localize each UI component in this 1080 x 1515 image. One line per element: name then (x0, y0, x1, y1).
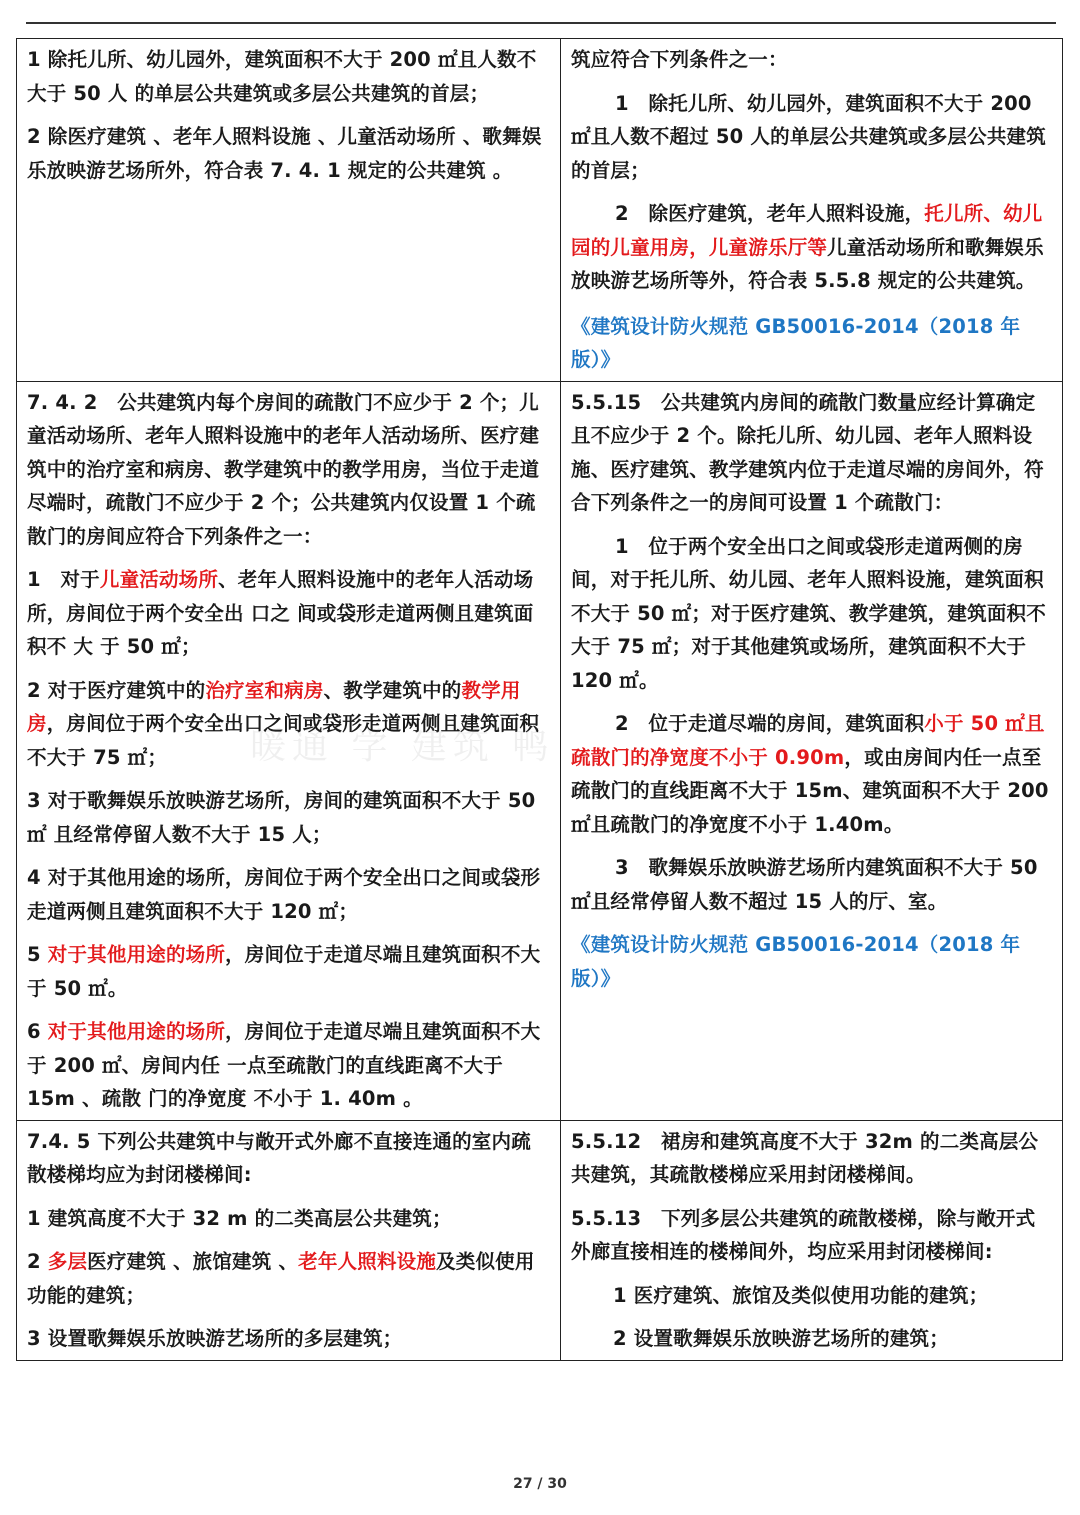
text-run: 2 位于走道尽端的房间，建筑面积 (615, 712, 925, 735)
highlight-text: 对于其他用途的场所 (47, 943, 226, 966)
clause-text (27, 563, 550, 664)
table-row (17, 381, 1063, 1120)
clause-text (27, 1245, 550, 1312)
highlight-text: 对于其他用途的场所 (47, 1020, 226, 1043)
right-cell (561, 39, 1063, 382)
left-cell (17, 39, 561, 382)
clause-text: 3 设置歌舞娱乐放映游艺场所的多层建筑； (27, 1327, 403, 1350)
clause-text: 5.5.12 裙房和建筑高度不大于 32m 的二类高层公共建筑，其疏散楼梯应采用封闭楼梯间。 (571, 1129, 1039, 1186)
comparison-table (16, 38, 1063, 1361)
text-run: 2 对于医疗建筑中的 (27, 678, 206, 702)
text-run: 及类似使用功能的建筑； (27, 1250, 535, 1307)
clause-text (27, 1015, 550, 1116)
clause-text: 1 医疗建筑、旅馆及类似使用功能的建筑； (613, 1283, 989, 1307)
text-run: 6 (27, 1020, 48, 1043)
clause-text: 7. 4. 2 公共建筑内每个房间的疏散门不应少于 2 个；儿童活动场所、老年人照料设施中的老年人活动场所、医疗建筑中的治疗室和病房、教学建筑中的教学用房，当位于走道尽端时，疏散门不应少于 2 个；公共建筑内仅设置 1 个疏散门的房间应符合下列条件之一： (27, 390, 540, 548)
text-run: ，房间位于走道尽端且建筑面积不大于 200 ㎡、房间内任 一点至疏散门的直线距离不大于 15m 、疏散 门的净宽度 不小于 1. 40m 。 (27, 1020, 541, 1110)
clause-text: 1 位于两个安全出口之间或袋形走道两侧的房间，对于托儿所、幼儿园、老年人照料设施，建筑面积不大于 50 ㎡；对于医疗建筑、教学建筑，建筑面积不大于 75 ㎡；对于其他建筑或场所，建筑面积不大于 120 ㎡。 (571, 534, 1046, 692)
text-run: 5 (27, 943, 48, 966)
clause-text: 5.5.15 公共建筑内房间的疏散门数量应经计算确定且不应少于 2 个。除托儿所、幼儿园、老年人照料设施、医疗建筑、教学建筑内位于走道尽端的房间外，符合下列条件之一的房间可设置 1 个疏散门： (571, 390, 1044, 514)
clause-text: 2 除医疗建筑 、老年人照料设施 、儿童活动场所 、歌舞娱乐放映游艺场所外，符合表 7. 4. 1 规定的公共建筑 。 (27, 125, 542, 182)
table-row (17, 1120, 1063, 1360)
text-run: ，或由房间内任一点至疏散门的直线距离不大于 15m、建筑面积不大于 200 ㎡且疏散门的净宽度不小于 1.40m。 (571, 745, 1049, 836)
clause-text (27, 674, 550, 775)
highlight-text: 托儿所、幼儿园的儿童用房，儿童游乐厅等 (571, 202, 1043, 259)
highlight-text: 儿童活动场所 (99, 568, 219, 591)
text-run: 、老年人照料设施中的老年人活动场所，房间位于两个安全出 口之 间或袋形走道两侧且建筑面积不 大 于 50 ㎡； (27, 568, 534, 658)
clause-text: 筑应符合下列条件之一： (571, 48, 788, 71)
clause-text (571, 707, 1052, 841)
clause-text: 3 对于歌舞娱乐放映游艺场所，房间的建筑面积不大于 50 ㎡ 且经常停留人数不大于 15 人； (27, 789, 536, 846)
clause-text: 7.4. 5 下列公共建筑中与敞开式外廊不直接连通的室内疏散楼梯均应为封闭楼梯间: (27, 1129, 531, 1186)
table-row (17, 39, 1063, 382)
header-rule (26, 22, 1056, 24)
text-run: 儿童活动场所和歌舞娱乐放映游艺场所等外，符合表 5.5.8 规定的公共建筑。 (571, 235, 1044, 292)
clause-text: 1 除托儿所、幼儿园外，建筑面积不大于 200 ㎡且人数不大于 50 人 的单层公共建筑或多层公共建筑的首层； (27, 48, 537, 105)
clause-text: 1 建筑高度不大于 32 m 的二类高层公共建筑； (27, 1206, 452, 1230)
highlight-text: 老年人照料设施 (298, 1250, 437, 1273)
highlight-text: 治疗室和病房 (205, 678, 324, 702)
page-number: 27 / 30 (513, 1476, 567, 1492)
clause-text (27, 938, 550, 1005)
text-run: 2 (27, 1250, 48, 1273)
text-run: ，房间位于两个安全出口之间或袋形走道两侧且建筑面积不大于 75 ㎡； (27, 712, 540, 769)
text-run: 2 除医疗建筑，老年人照料设施， (615, 202, 925, 225)
clause-text: 2 设置歌舞娱乐放映游艺场所的建筑； (613, 1327, 949, 1350)
highlight-text: 多层 (47, 1250, 88, 1273)
text-run: ，房间位于走道尽端且建筑面积不大于 50 ㎡。 (27, 943, 541, 1000)
source-reference: 《建筑设计防火规范 GB50016-2014（2018 年版）》 (571, 314, 1021, 371)
watermark: 暖通 学 建筑 鸭 (250, 726, 555, 767)
text-run: 1 对于 (27, 568, 100, 591)
left-cell (17, 1120, 561, 1360)
highlight-text: 教学用房 (27, 678, 521, 735)
text-run: 、教学建筑中的 (323, 678, 462, 702)
text-run: 医疗建筑 、旅馆建筑 、 (87, 1250, 299, 1273)
right-cell (561, 1120, 1063, 1360)
clause-text: 5.5.13 下列多层公共建筑的疏散楼梯，除与敞开式外廊直接相连的楼梯间外，均应采用封闭楼梯间: (571, 1206, 1036, 1263)
clause-text: 3 歌舞娱乐放映游艺场所内建筑面积不大于 50 ㎡且经常停留人数不超过 15 人的厅、室。 (571, 856, 1038, 913)
clause-text: 4 对于其他用途的场所，房间位于两个安全出口之间或袋形走道两侧且建筑面积不大于 120 ㎡； (27, 866, 541, 923)
clause-text (571, 197, 1052, 298)
highlight-text: 小于 50 ㎡且疏散门的净宽度不小于 0.90m (571, 712, 1045, 769)
right-cell (561, 381, 1063, 1120)
left-cell (17, 381, 561, 1120)
clause-text: 1 除托儿所、幼儿园外，建筑面积不大于 200 ㎡且人数不超过 50 人的单层公共建筑或多层公共建筑的首层； (571, 91, 1046, 182)
source-reference: 《建筑设计防火规范 GB50016-2014（2018 年版）》 (571, 933, 1021, 990)
